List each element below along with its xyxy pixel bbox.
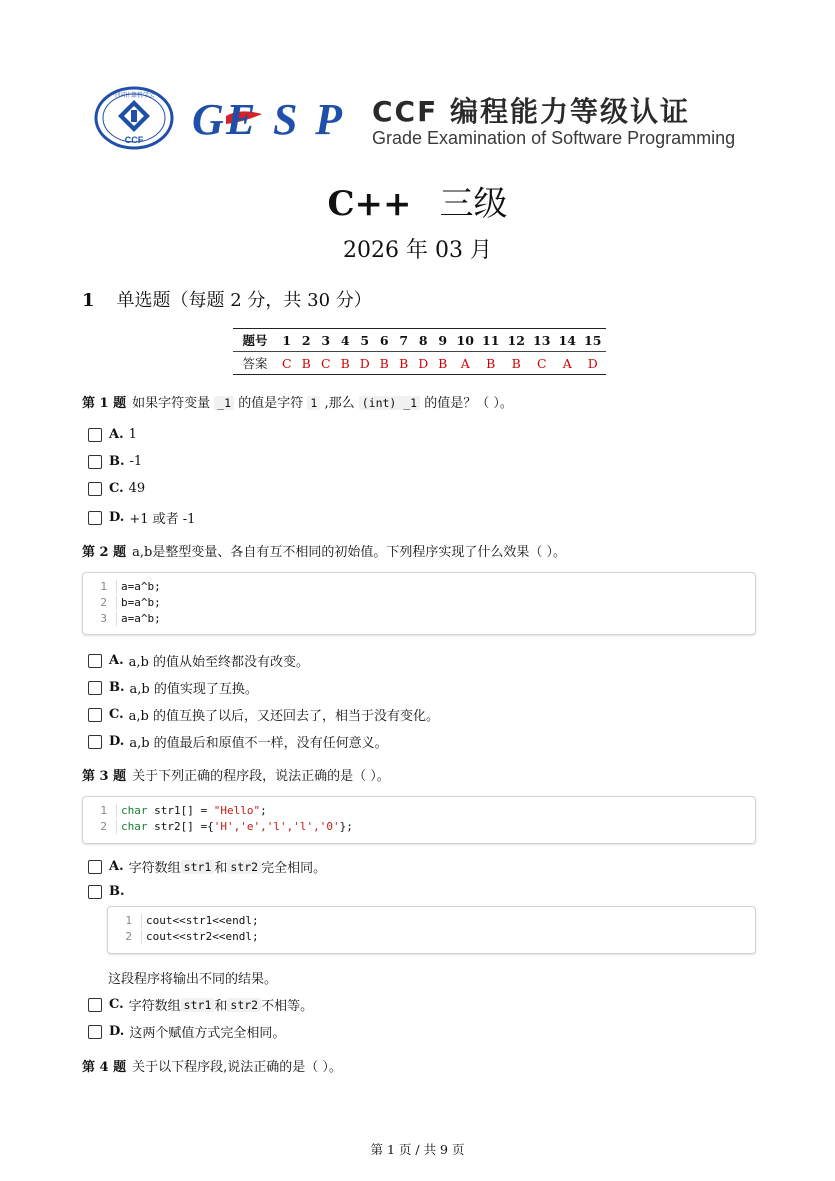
- question-label: 第 3 题: [82, 769, 127, 784]
- checkbox[interactable]: [88, 998, 102, 1012]
- code-text: str2[] ={: [147, 820, 214, 833]
- option-letter: C.: [109, 997, 124, 1012]
- q3-option-b[interactable]: [88, 884, 130, 899]
- answer-table-number: 1: [277, 329, 297, 352]
- q2-option-c[interactable]: [88, 705, 439, 724]
- option-letter: D.: [109, 510, 125, 525]
- inline-code: str2: [227, 860, 261, 874]
- checkbox[interactable]: [88, 482, 102, 496]
- checkbox[interactable]: [88, 455, 102, 469]
- svg-text:中国计算机学会: 中国计算机学会: [112, 92, 156, 99]
- answer-table-answer: D: [355, 352, 375, 375]
- checkbox[interactable]: [88, 860, 102, 874]
- exam-title: [0, 176, 835, 225]
- brand-title-en: Grade Examination of Software Programming: [372, 128, 736, 148]
- checkbox[interactable]: [88, 511, 102, 525]
- exam-language: C++: [327, 184, 412, 224]
- checkbox[interactable]: [88, 654, 102, 668]
- question-text: ,那么: [320, 396, 359, 411]
- q1-option-a[interactable]: [88, 427, 137, 442]
- inline-code: (int) _1: [359, 396, 420, 410]
- answer-table-answer: B: [297, 352, 317, 375]
- answer-table-number: 3: [316, 329, 336, 352]
- question-1: [82, 392, 513, 411]
- answer-table-answer: D: [580, 352, 606, 375]
- q3-option-a[interactable]: [88, 857, 326, 876]
- option-letter: B.: [109, 680, 125, 695]
- option-letter: D.: [109, 1024, 125, 1039]
- code-line: [89, 612, 161, 626]
- inline-code: 1: [307, 396, 320, 410]
- checkbox[interactable]: [88, 735, 102, 749]
- answer-table-answer: A: [453, 352, 479, 375]
- answer-table-number: 11: [478, 329, 504, 352]
- q1-option-d[interactable]: [88, 508, 195, 527]
- answer-table-number: 4: [336, 329, 356, 352]
- line-number: 3: [100, 612, 107, 625]
- answer-table-number: 2: [297, 329, 317, 352]
- code-text: a=a^b;: [121, 612, 161, 625]
- option-text: a,b 的值互换了以后，又还回去了，相当于没有变化。: [128, 709, 439, 724]
- option-text: -1: [129, 454, 143, 469]
- answer-table-answer: D: [414, 352, 434, 375]
- inline-code: str1: [181, 998, 215, 1012]
- option-letter: A.: [109, 859, 124, 874]
- answer-table-number: 8: [414, 329, 434, 352]
- option-letter: B.: [109, 454, 125, 469]
- option-b-note: 这段程序将输出不同的结果。: [108, 972, 278, 987]
- answer-table-number: 14: [555, 329, 581, 352]
- option-letter: C.: [109, 481, 124, 496]
- code-line: [89, 820, 353, 834]
- answer-table-header-number: 题号: [233, 329, 277, 352]
- answer-table-answer: B: [504, 352, 530, 375]
- svg-text:CCF: CCF: [124, 135, 144, 145]
- gesp-logo: [192, 94, 344, 144]
- option-letter: A.: [109, 653, 124, 668]
- answer-table: [233, 328, 606, 375]
- q3-option-c[interactable]: [88, 995, 313, 1014]
- answer-table-number: 9: [433, 329, 453, 352]
- checkbox[interactable]: [88, 885, 102, 899]
- answer-table-number: 6: [375, 329, 395, 352]
- line-number: 1: [125, 914, 132, 927]
- option-text: 49: [128, 481, 146, 496]
- checkbox[interactable]: [88, 708, 102, 722]
- option-text: a,b 的值实现了互换。: [129, 682, 258, 697]
- option-text: 字符数组: [128, 861, 181, 876]
- line-number: 1: [100, 580, 107, 593]
- brand-title-cn: CCF 编程能力等级认证: [372, 95, 690, 128]
- code-block: [82, 796, 756, 844]
- question-label: 第 4 题: [82, 1060, 127, 1075]
- answer-table-answer: B: [433, 352, 453, 375]
- inline-code: _1: [214, 396, 234, 410]
- option-text: 不相等。: [261, 999, 314, 1014]
- question-text: 的值是字符: [234, 396, 308, 411]
- code-string: "Hello": [213, 804, 261, 817]
- ccf-logo: [94, 86, 174, 150]
- line-number: 2: [100, 820, 107, 833]
- question-label: 第 1 题: [82, 396, 127, 411]
- code-text: cout<<str2<<endl;: [146, 930, 259, 943]
- question-text: 如果字符变量: [132, 396, 215, 411]
- exam-level: 三级: [439, 184, 508, 224]
- code-line: [89, 804, 267, 818]
- option-text: 和: [214, 999, 228, 1014]
- code-text: b=a^b;: [121, 596, 161, 609]
- code-keyword: char: [121, 804, 148, 817]
- answer-table-answer: B: [478, 352, 504, 375]
- section-number: 1: [82, 290, 95, 311]
- option-text: +1 或者 -1: [129, 512, 196, 527]
- answer-table-answer: B: [336, 352, 356, 375]
- option-letter: C.: [109, 707, 124, 722]
- q2-option-d[interactable]: [88, 732, 388, 751]
- option-text: 字符数组: [128, 999, 181, 1014]
- answer-table-answer: B: [375, 352, 395, 375]
- answer-table-number: 7: [394, 329, 414, 352]
- option-letter: B.: [109, 884, 125, 899]
- checkbox[interactable]: [88, 1025, 102, 1039]
- page-header: [94, 86, 754, 158]
- page-footer: 第 1 页 / 共 9 页: [370, 1142, 465, 1157]
- code-text: a=a^b;: [121, 580, 161, 593]
- answer-table-answer: B: [394, 352, 414, 375]
- code-text: cout<<str1<<endl;: [146, 914, 259, 927]
- answer-table-answer: C: [277, 352, 297, 375]
- option-text: 完全相同。: [261, 861, 327, 876]
- answer-table-answer: C: [529, 352, 555, 375]
- option-text: a,b 的值最后和原值不一样，没有任何意义。: [129, 736, 388, 751]
- question-text: 关于以下程序段,说法正确的是（ ）。: [132, 1060, 342, 1075]
- inline-code: str2: [227, 998, 261, 1012]
- question-3: [82, 765, 390, 784]
- code-text: str1[] =: [147, 804, 214, 817]
- option-letter: D.: [109, 734, 125, 749]
- option-letter: A.: [109, 427, 124, 442]
- line-number: 2: [125, 930, 132, 943]
- question-text: 关于下列正确的程序段，说法正确的是（ ）。: [132, 769, 390, 784]
- code-string: 'H','e','l','l','0': [213, 820, 340, 833]
- code-line: [114, 930, 259, 944]
- answer-table-answer: A: [555, 352, 581, 375]
- question-text: 的值是？（ ）。: [420, 396, 513, 411]
- code-block: [107, 906, 756, 954]
- option-text: a,b 的值从始至终都没有改变。: [128, 655, 309, 670]
- line-number: 1: [100, 804, 107, 817]
- answer-table-header-answer: 答案: [233, 352, 277, 375]
- answer-table-number: 5: [355, 329, 375, 352]
- q1-option-b[interactable]: [88, 454, 142, 469]
- q1-option-c[interactable]: [88, 481, 145, 496]
- q3-option-d[interactable]: [88, 1022, 285, 1041]
- question-4: [82, 1056, 342, 1075]
- svg-text:ESP: ESP: [226, 95, 342, 144]
- q2-option-b[interactable]: [88, 678, 258, 697]
- option-text: 这两个赋值方式完全相同。: [129, 1026, 286, 1041]
- checkbox[interactable]: [88, 681, 102, 695]
- question-2: [82, 541, 566, 560]
- option-text: 1: [128, 427, 137, 442]
- code-text: ;: [260, 804, 267, 817]
- code-line: [114, 914, 259, 928]
- q2-option-a[interactable]: [88, 651, 309, 670]
- section-label: 单选题（每题 2 分，共 30 分）: [116, 290, 372, 311]
- checkbox[interactable]: [88, 428, 102, 442]
- question-text: a,b是整型变量、各自有互不相同的初始值。下列程序实现了什么效果（ ）。: [132, 545, 566, 560]
- svg-text:G: G: [192, 95, 224, 144]
- code-block: [82, 572, 756, 635]
- code-line: [89, 596, 161, 610]
- question-label: 第 2 题: [82, 545, 127, 560]
- answer-table-number: 10: [453, 329, 479, 352]
- answer-table-number: 12: [504, 329, 530, 352]
- inline-code: str1: [181, 860, 215, 874]
- line-number: 2: [100, 596, 107, 609]
- exam-date: 2026 年 03 月: [343, 238, 492, 263]
- code-line: [89, 580, 161, 594]
- code-keyword: char: [121, 820, 148, 833]
- answer-table-answer: C: [316, 352, 336, 375]
- answer-table-number: 15: [580, 329, 606, 352]
- answer-table-number: 13: [529, 329, 555, 352]
- code-text: };: [339, 820, 353, 833]
- option-text: 和: [214, 861, 228, 876]
- section-heading: [82, 286, 372, 312]
